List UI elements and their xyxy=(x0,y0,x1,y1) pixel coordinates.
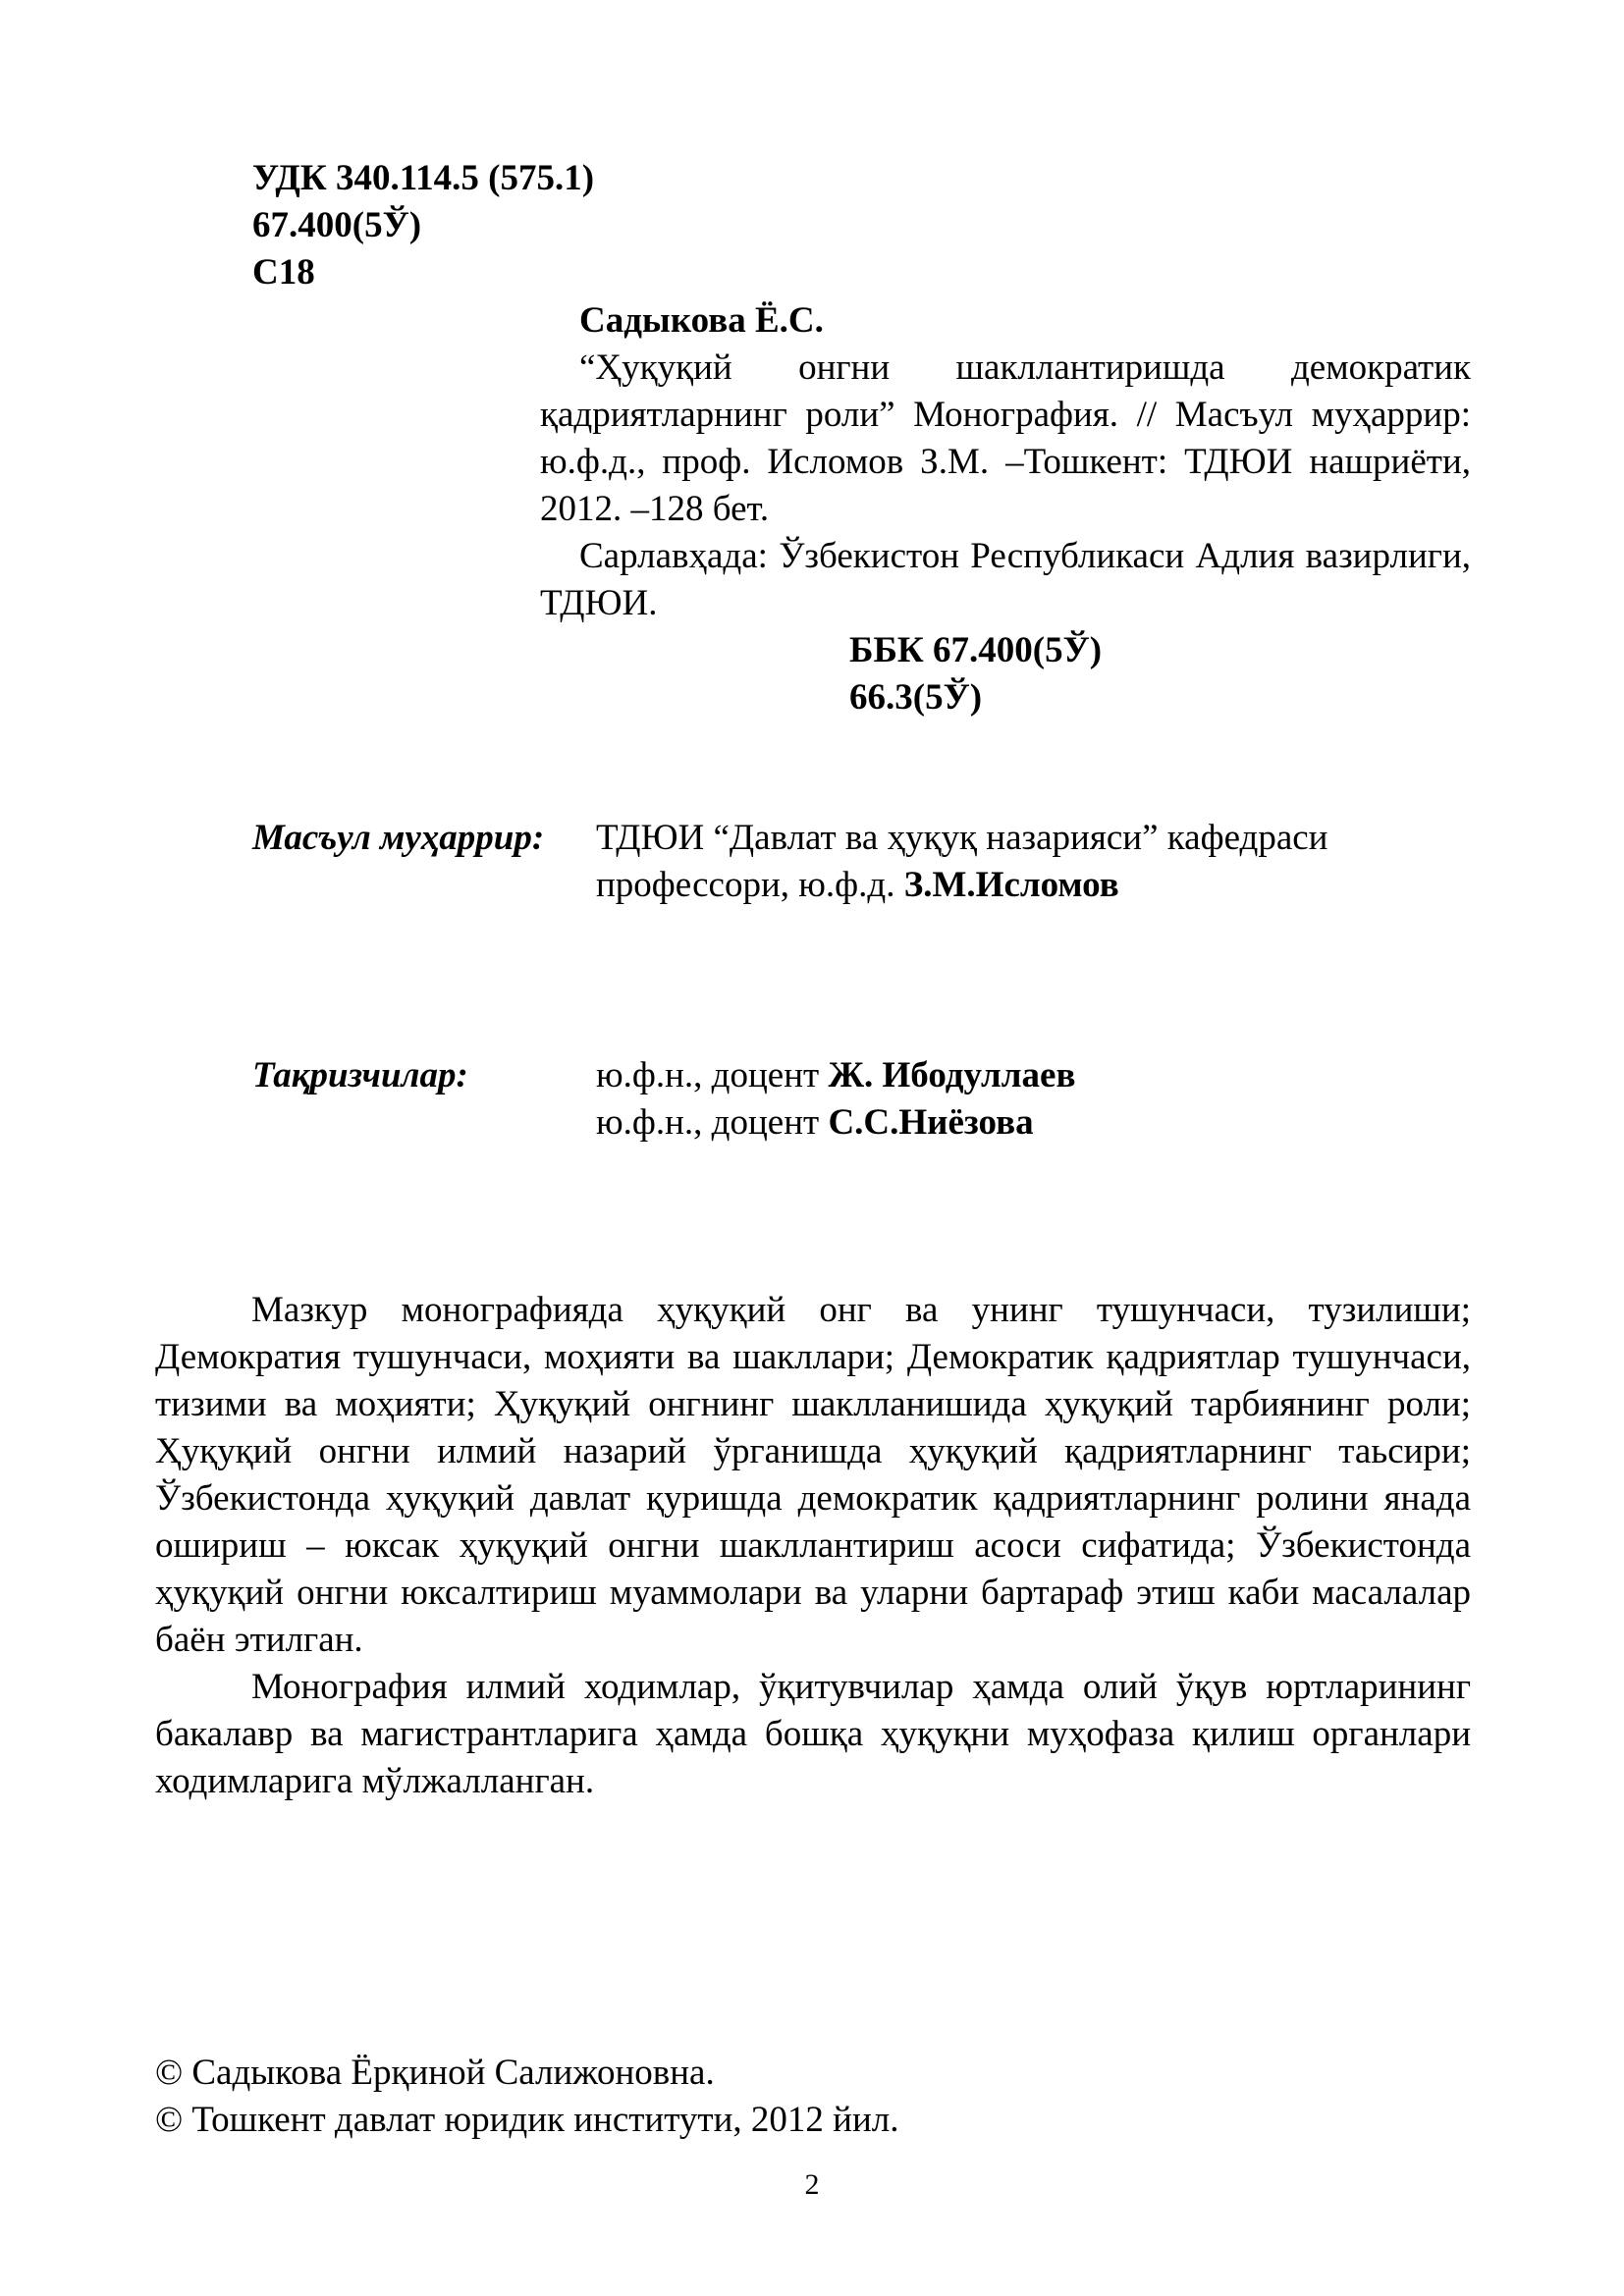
classification-codes xyxy=(252,155,594,296)
record-entry: “Ҳуқуқий онгни шакллантиришда демократик қадриятларнинг роли” Монография. // Масъул муҳаррир: ю.ф.д., проф. Исломов З.М. –Тошкент: ТДЮИ нашриёти, 2012. –128 бет. xyxy=(540,347,1471,529)
editor-name: З.М.Исломов xyxy=(903,865,1119,905)
copyright-institution: © Тошкент давлат юридик институти, 2012 йил. xyxy=(155,2100,899,2140)
abstract-paragraph: Монография илмий ходимлар, ўқитувчилар ҳамда олий ўқув юртларининг бакалавр ва магистрантларига ҳамда бошқа ҳуқуқни муҳофаза қилиш органлари ходимларига мўлжалланган. xyxy=(155,1667,1471,1801)
reviewer-item xyxy=(596,1099,1075,1147)
record-title-page-note: Сарлавҳада: Ўзбекистон Республикаси Адлия вазирлиги, ТДЮИ. xyxy=(540,536,1471,623)
author-mark: С18 xyxy=(252,252,315,293)
udk-code: УДК 340.114.5 (575.1) xyxy=(252,158,595,198)
copyright-block xyxy=(155,2050,898,2144)
abstract-paragraph: Мазкур монографияда ҳуқуқий онг ва унинг тушунчаси, тузилиши; Демократия тушунчаси, моҳияти ва шакллари; Демократик қадриятлар тушунчаси, тизими ва моҳияти; Ҳуқуқий онгнинг шаклланишида ҳуқуқий тарбиянинг роли; Ҳуқуқий онгни илмий назарий ўрганишда ҳуқуқий қадриятларнинг таьсири; Ўзбекистонда ҳуқуқий давлат қуришда демократик қадриятларнинг ролини янада ошириш – юксак ҳуқуқий онгни шакллантириш асоси сифатида; Ўзбекистонда ҳуқуқий онгни юксалтириш муаммолари ва уларни бартараф этиш каби масалалар баён этилган. xyxy=(155,1290,1471,1660)
editor-title: профессори, ю.ф.д. xyxy=(596,865,904,905)
editor-position xyxy=(596,862,1327,909)
reviewer-title: ю.ф.н., доцент xyxy=(596,1102,829,1143)
copyright-author: © Садыкова Ёрқиной Салижоновна. xyxy=(155,2053,715,2093)
bbk-code-secondary: 66.3(5Ў) xyxy=(849,677,983,718)
reviewers-list xyxy=(596,1052,1075,1147)
reviewers-label: Тақризчилар: xyxy=(252,1055,468,1095)
abstract xyxy=(155,1287,1471,1805)
reviewer-title: ю.ф.н., доцент xyxy=(596,1055,829,1095)
record-author: Садыкова Ё.С. xyxy=(579,300,824,341)
editor-label: Масъул муҳаррир: xyxy=(252,818,545,858)
classification-code: 67.400(5Ў) xyxy=(252,205,422,245)
reviewer-name: Ж. Ибодуллаев xyxy=(828,1055,1076,1095)
editor-affiliation: ТДЮИ “Давлат ва ҳуқуқ назарияси” кафедраси xyxy=(596,818,1328,858)
bbk-code: ББК 67.400(5Ў) xyxy=(849,630,1103,670)
page-number: 2 xyxy=(804,2168,820,2201)
editor-details xyxy=(596,815,1327,909)
bibliographic-record xyxy=(540,297,1471,721)
reviewer-name: С.С.Ниёзова xyxy=(828,1102,1034,1143)
reviewer-item xyxy=(596,1052,1075,1099)
